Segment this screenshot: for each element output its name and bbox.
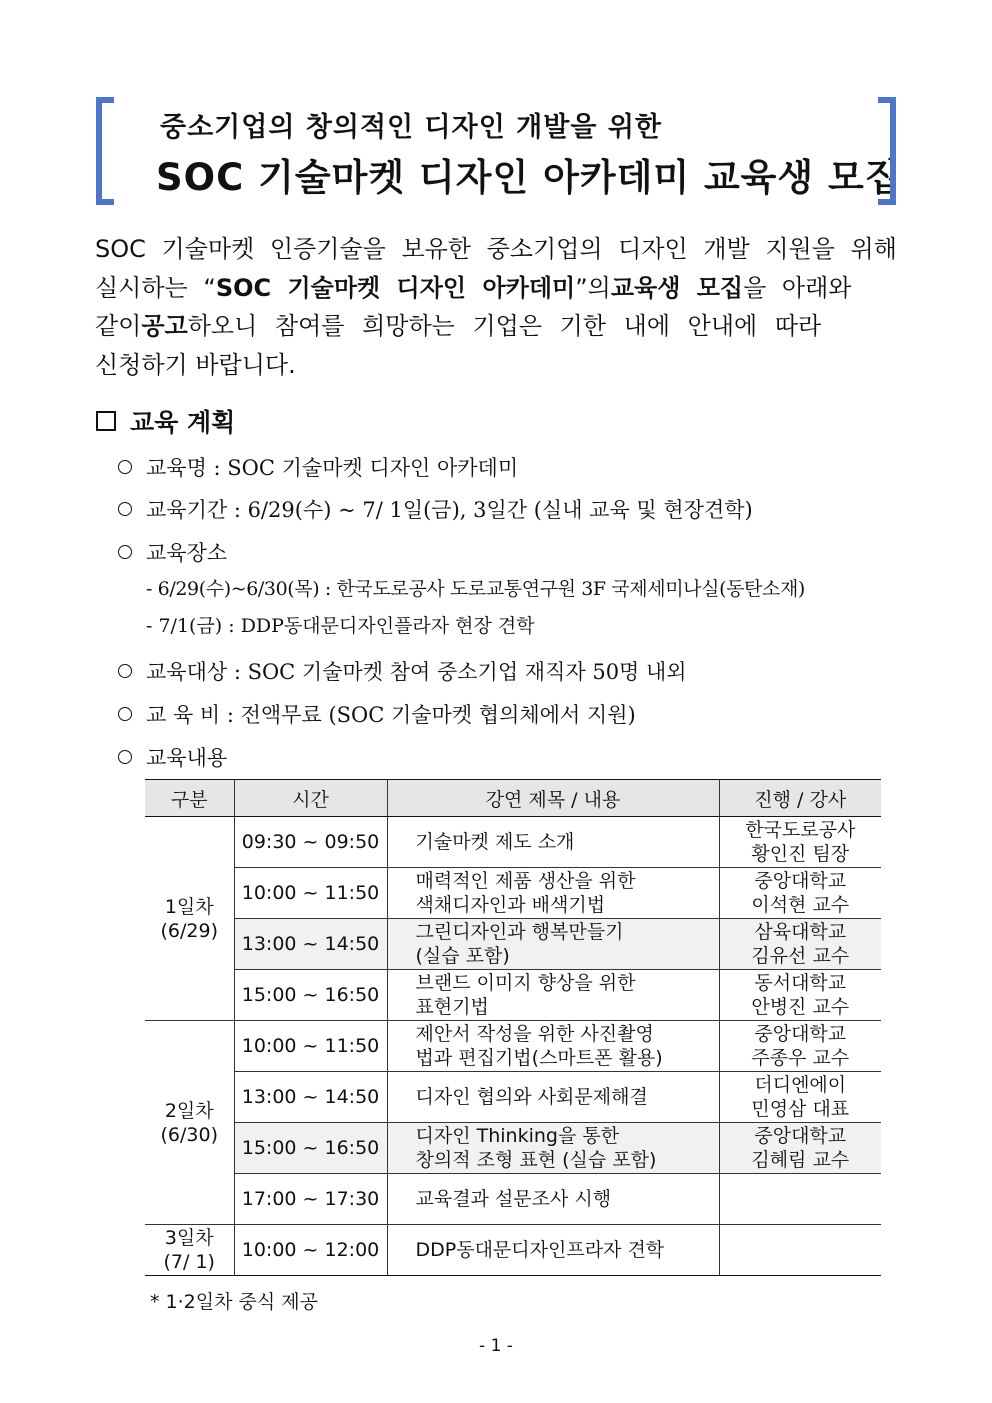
content-line: 교육결과 설문조사 시행	[415, 1188, 612, 1210]
intro-text: 하오니 참여를 희망하는 기업은 기한 내에 안내에 따라	[187, 312, 822, 340]
intro-bold: 공고	[141, 312, 188, 340]
time-cell: 10:00 ~ 11:50	[234, 1021, 387, 1072]
intro-text: 같이	[95, 312, 142, 340]
instructor-cell	[719, 970, 881, 1021]
item-text: 교육명 : SOC 기술마켓 디자인 아카데미	[146, 456, 519, 480]
header-instructor: 진행 / 강사	[719, 780, 881, 817]
instructor-name: 이석현 교수	[751, 894, 850, 916]
intro-word: 인증기술을	[269, 235, 386, 263]
instructor-name: 김혜림 교수	[751, 1149, 850, 1171]
intro-text: 실시하는 “	[95, 273, 216, 302]
intro-line-4	[95, 346, 897, 385]
content-cell	[387, 868, 719, 919]
right-bracket	[878, 97, 896, 205]
day-date: (6/30)	[160, 1123, 218, 1146]
instructor-org: 중앙대학교	[754, 870, 847, 892]
title-box	[96, 97, 902, 205]
square-icon	[96, 411, 116, 431]
instructor-org: 더디엔에이	[754, 1074, 847, 1096]
intro-word: 디자인	[618, 235, 688, 263]
instructor-name: 안병진 교수	[751, 996, 850, 1018]
content-line: 표현기법	[415, 996, 489, 1018]
content-line: (실습 포함)	[415, 945, 510, 967]
item-text: 교육대상 : SOC 기술마켓 참여 중소기업 재직자 50명 내외	[146, 660, 687, 684]
content-line: 법과 편집기법(스마트폰 활용)	[415, 1047, 663, 1069]
intro-line-1	[95, 230, 897, 269]
place-sub-2: - 7/1(금) : DDP동대문디자인플라자 현장 견학	[146, 615, 535, 637]
header-title: 강연 제목 / 내용	[387, 780, 719, 817]
table-row	[145, 919, 881, 970]
intro-word: 개발	[703, 235, 750, 263]
item-content	[118, 742, 227, 772]
time-cell: 13:00 ~ 14:50	[234, 1072, 387, 1123]
content-cell	[387, 1225, 719, 1276]
instructor-org: 삼육대학교	[754, 921, 847, 943]
time-cell: 09:30 ~ 09:50	[234, 817, 387, 868]
table-row	[145, 970, 881, 1021]
instructor-cell	[719, 919, 881, 970]
intro-line-2	[95, 269, 897, 308]
time-cell: 10:00 ~ 12:00	[234, 1225, 387, 1276]
instructor-cell	[719, 1174, 881, 1225]
item-name	[118, 452, 518, 482]
item-place	[118, 537, 227, 567]
instructor-name: 황인진 팀장	[751, 843, 850, 865]
day-label: 1일차	[164, 895, 214, 918]
instructor-cell	[719, 1225, 881, 1276]
content-line: 매력적인 제품 생산을 위한	[415, 870, 636, 892]
table-row	[145, 868, 881, 919]
header-time: 시간	[234, 780, 387, 817]
content-line: 브랜드 이미지 향상을 위한	[415, 972, 636, 994]
instructor-name: 민영삼 대표	[751, 1098, 850, 1120]
intro-word: 중소기업의	[486, 235, 603, 263]
schedule-table	[145, 779, 881, 1276]
content-line: 디자인 Thinking을 통한	[415, 1125, 620, 1147]
circle-bullet-icon	[118, 750, 132, 764]
content-line: 디자인 협의와 사회문제해결	[415, 1086, 648, 1108]
intro-bold: 교육생 모집	[610, 273, 744, 302]
content-cell	[387, 817, 719, 868]
content-cell	[387, 1072, 719, 1123]
instructor-org: 동서대학교	[754, 972, 847, 994]
content-cell	[387, 1174, 719, 1225]
day-label: 2일차	[164, 1099, 214, 1122]
item-text: 교육장소	[146, 541, 228, 565]
instructor-name: 김유선 교수	[751, 945, 850, 967]
section-heading-label: 교육 계획	[130, 408, 236, 437]
header-category: 구분	[145, 780, 234, 817]
table-row	[145, 1225, 881, 1276]
intro-word: 지원을	[765, 235, 835, 263]
circle-bullet-icon	[118, 502, 132, 516]
table-header-row	[145, 780, 881, 817]
intro-line-3	[95, 307, 897, 346]
instructor-cell	[719, 817, 881, 868]
intro-text: 을 아래와	[743, 273, 852, 302]
content-cell	[387, 1021, 719, 1072]
item-period	[118, 494, 753, 524]
title-main: SOC 기술마켓 디자인 아카데미 교육생 모집	[156, 156, 902, 199]
page-number: - 1 -	[479, 1336, 513, 1356]
time-cell: 15:00 ~ 16:50	[234, 970, 387, 1021]
item-text: 교육기간 : 6/29(수) ~ 7/ 1일(금), 3일간 (실내 교육 및 현장견학)	[146, 498, 753, 522]
table-row	[145, 1072, 881, 1123]
intro-text: ”의	[575, 273, 611, 302]
instructor-org: 한국도로공사	[745, 819, 856, 841]
content-cell	[387, 970, 719, 1021]
item-target	[118, 656, 687, 686]
circle-bullet-icon	[118, 664, 132, 678]
intro-bold: SOC 기술마켓 디자인 아카데미	[215, 273, 576, 302]
instructor-name: 주종우 교수	[751, 1047, 850, 1069]
day1-cell	[145, 817, 234, 1021]
table-row	[145, 1123, 881, 1174]
intro-word: 보유한	[401, 235, 471, 263]
intro-text: 신청하기 바랍니다.	[95, 350, 296, 379]
content-line: 창의적 조형 표현 (실습 포함)	[415, 1149, 657, 1171]
instructor-org: 중앙대학교	[754, 1125, 847, 1147]
day3-cell	[145, 1225, 234, 1276]
item-text: 교 육 비 : 전액무료 (SOC 기술마켓 협의체에서 지원)	[146, 703, 636, 727]
table-row	[145, 1021, 881, 1072]
place-sub-1: - 6/29(수)~6/30(목) : 한국도로공사 도로교통연구원 3F 국제세미나실(동탄소재)	[146, 578, 805, 600]
content-line: 제안서 작성을 위한 사진촬영	[415, 1023, 654, 1045]
lunch-note: * 1·2일차 중식 제공	[150, 1291, 318, 1313]
instructor-cell	[719, 868, 881, 919]
content-cell	[387, 1123, 719, 1174]
table-row	[145, 817, 881, 868]
intro-word: SOC	[95, 235, 146, 263]
time-cell: 17:00 ~ 17:30	[234, 1174, 387, 1225]
intro-word: 위해	[850, 235, 897, 263]
content-line: DDP동대문디자인프라자 견학	[415, 1239, 665, 1261]
content-line: 기술마켓 제도 소개	[415, 831, 575, 853]
time-cell: 10:00 ~ 11:50	[234, 868, 387, 919]
day2-cell	[145, 1021, 234, 1225]
left-bracket	[96, 97, 114, 205]
item-text: 교육내용	[146, 746, 228, 770]
instructor-org: 중앙대학교	[754, 1023, 847, 1045]
item-fee	[118, 699, 636, 729]
day-label: 3일차	[164, 1227, 214, 1249]
circle-bullet-icon	[118, 460, 132, 474]
day-date: (7/ 1)	[163, 1251, 215, 1273]
time-cell: 13:00 ~ 14:50	[234, 919, 387, 970]
intro-word: 기술마켓	[161, 235, 255, 263]
content-cell	[387, 919, 719, 970]
instructor-cell	[719, 1072, 881, 1123]
instructor-cell	[719, 1123, 881, 1174]
intro-paragraph	[95, 230, 897, 384]
section-heading	[96, 403, 235, 439]
circle-bullet-icon	[118, 545, 132, 559]
table-row	[145, 1174, 881, 1225]
title-subtitle: 중소기업의 창의적인 디자인 개발을 위한	[160, 112, 662, 143]
circle-bullet-icon	[118, 707, 132, 721]
instructor-cell	[719, 1021, 881, 1072]
day-date: (6/29)	[160, 919, 218, 942]
time-cell: 15:00 ~ 16:50	[234, 1123, 387, 1174]
content-line: 그린디자인과 행복만들기	[415, 921, 624, 943]
content-line: 색채디자인과 배색기법	[415, 894, 606, 916]
